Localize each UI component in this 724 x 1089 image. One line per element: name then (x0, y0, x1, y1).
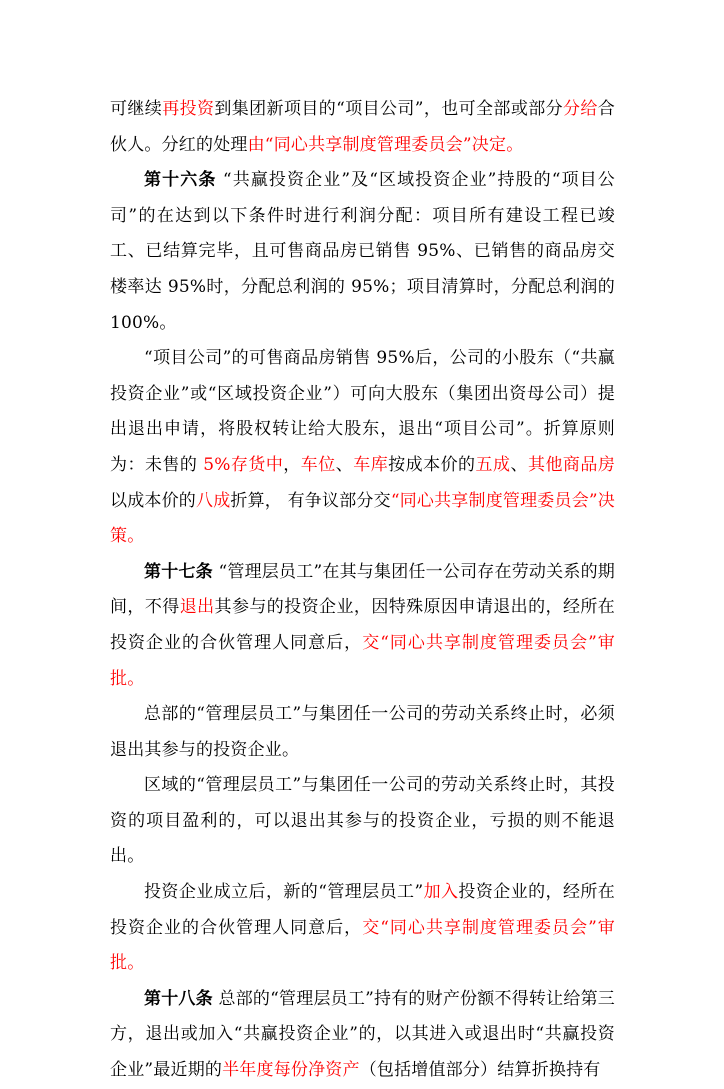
highlight-run: 其他商品房 (527, 454, 616, 475)
paragraph-article-17 (110, 555, 615, 697)
highlight-run: 车位 (300, 454, 336, 475)
highlight-run: 交“同心共享制度管理委员会”审批。 (110, 632, 615, 689)
highlight-run: 加入 (423, 882, 459, 903)
text-run: 投资企业成立后，新的“管理层员工” (144, 882, 424, 903)
highlight-run: 八成 (196, 490, 231, 511)
article-heading: 第十七条 (144, 561, 213, 582)
highlight-run: 退出 (179, 597, 215, 618)
paragraph-hq-termination (110, 697, 615, 768)
text-run: 、 (510, 454, 528, 475)
paragraph-exit-conversion (110, 341, 615, 555)
text-run: “管理层员工”在其与集团任一公司存在劳动关系的期间，不得 (110, 561, 615, 618)
highlight-run: 半年度每份净资产 (222, 1060, 360, 1081)
text-run: 到集团新项目的“项目公司”，也可全部或部分 (214, 99, 563, 119)
text-run: 、 (335, 454, 354, 475)
text-run: 其参与的投资企业，因特殊原因申请退出的，经所在投资企业的合伙管理人同意后， (110, 597, 615, 653)
text-run: 区域的“管理层员工”与集团任一公司的劳动关系终止时，其投资的项目盈利的，可以退出其参与的投资企业，亏损的则不能退出。 (110, 775, 615, 867)
article-heading: 第十八条 (144, 988, 213, 1009)
text-run: “共赢投资企业”及“区域投资企业”持股的“项目公司”的在达到以下条件时进行利润分配：项目所有建设工程已竣工、已结算完毕，且可售商品房已销售 95%、已销售的商品房交楼率达 95%时，分配总利润的 95%；项目清算时，分配总利润的 100%。 (110, 170, 615, 333)
paragraph-article-18 (110, 982, 615, 1089)
text-run: 可继续 (110, 99, 163, 119)
paragraph-new-member-join (110, 875, 615, 982)
text-run: “项目公司”的可售商品房销售 95%后，公司的小股东（“共赢投资企业”或“区域投资企业”）可向大股东（集团出资母公司）提出退出申请，将股权转让给大股东，退出“项目公司”。折算原则为：未售的 (110, 348, 615, 475)
highlight-run: 5%存货中 (203, 454, 284, 475)
highlight-run: “同心共享制度管理委员会”决策。 (110, 490, 615, 547)
text-run: 合伙人。分红的处理 (110, 99, 615, 155)
text-run: 总部的“管理层员工”与集团任一公司的劳动关系终止时，必须退出其参与的投资企业。 (110, 704, 615, 760)
highlight-run: 交“同心共享制度管理委员会”审批。 (110, 917, 615, 974)
text-run: 按成本价的 (388, 454, 476, 475)
highlight-run: 由“同心共享制度管理委员会”决定。 (247, 134, 524, 155)
document-body (110, 92, 615, 1089)
highlight-run: 车库 (353, 454, 389, 475)
text-run: 以成本价的 (110, 490, 196, 511)
text-run: 投资企业的，经所在投资企业的合伙管理人同意后， (110, 882, 615, 938)
highlight-run: 再投资 (162, 99, 215, 119)
article-heading: 第十六条 (144, 170, 217, 191)
paragraph-continuation-dividend (110, 92, 615, 163)
paragraph-region-termination (110, 768, 615, 875)
text-run: 总部的“管理层员工”持有的财产份额不得转让给第三方，退出或加入“共赢投资企业”的，以其进入或退出时“共赢投资企业”最近期的 (110, 988, 615, 1081)
paragraph-article-16 (110, 163, 615, 341)
highlight-run: 五成 (475, 454, 511, 475)
text-run: （包括增值部分）结算折换持有 (359, 1060, 601, 1081)
highlight-run: 分给 (563, 99, 598, 119)
text-run: ， (283, 454, 301, 475)
text-run: 折算， 有争议部分交 (230, 490, 391, 511)
